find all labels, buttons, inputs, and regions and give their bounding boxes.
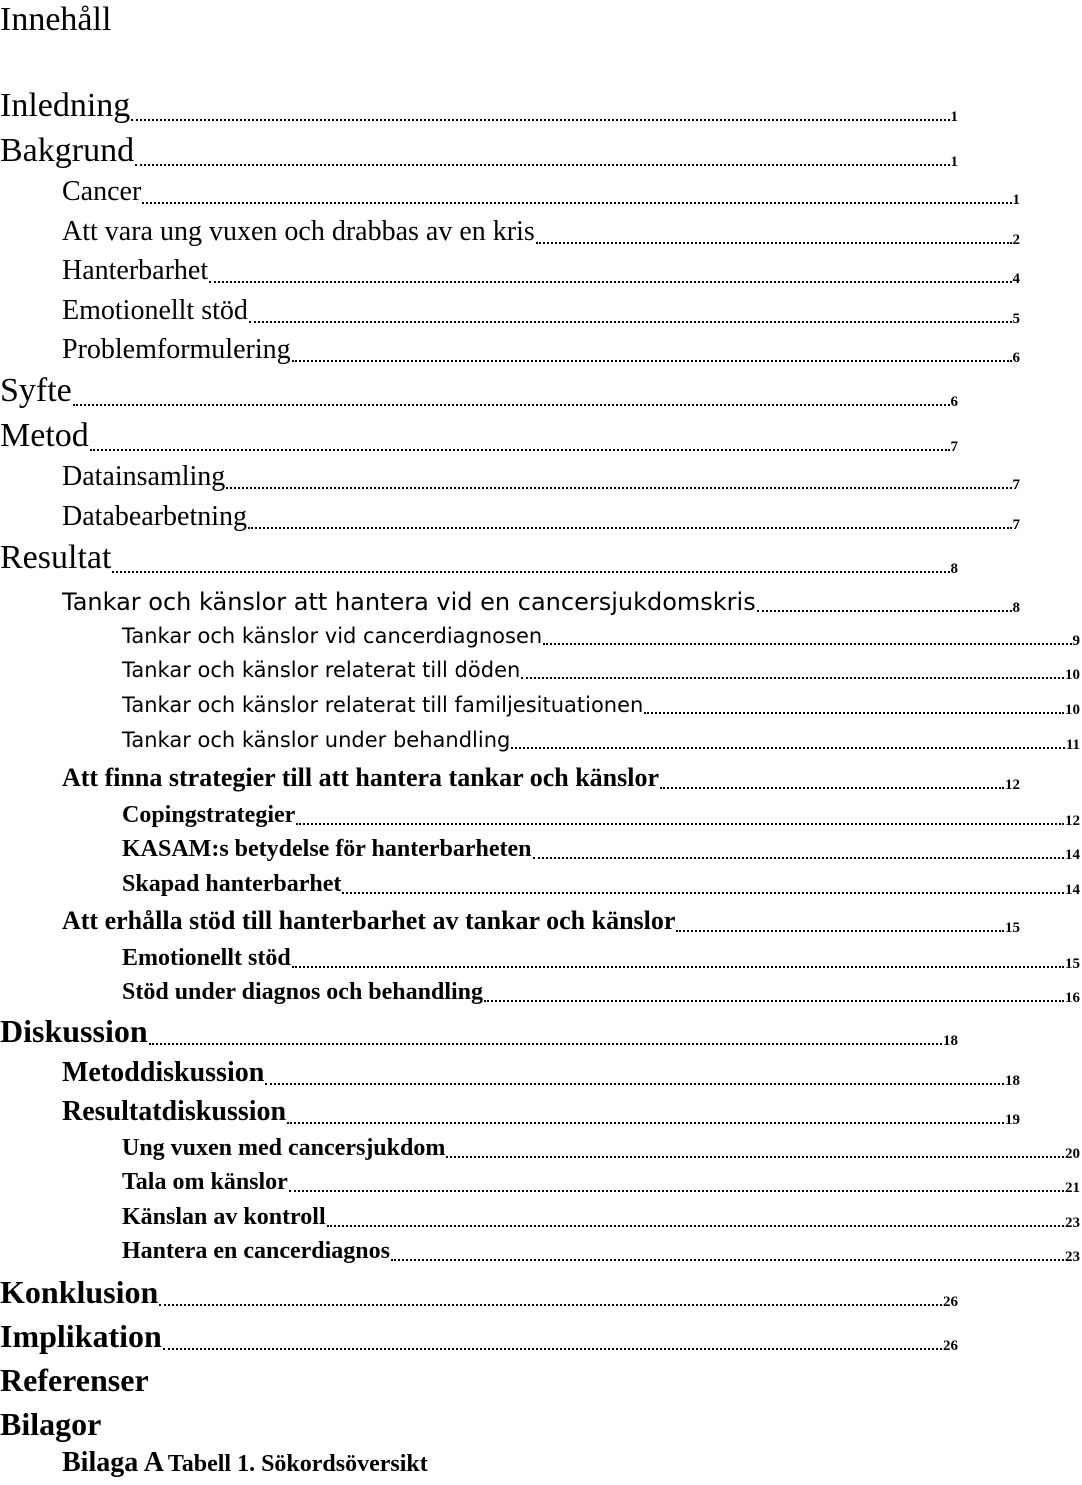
dot-leader [292, 360, 1012, 362]
toc-page-number: 18 [943, 1033, 958, 1049]
dot-leader [149, 1043, 942, 1045]
dot-leader [131, 119, 949, 121]
toc-page-number: 14 [1065, 847, 1080, 863]
dot-leader [142, 202, 1011, 204]
toc-entry-problemformulering[interactable] [0, 333, 1022, 367]
toc-entry-text: Problemformulering [62, 334, 291, 365]
toc-entry-text: Att vara ung vuxen och drabbas av en kris [62, 216, 535, 247]
toc-entry-text: Cancer [62, 176, 142, 207]
toc-entry-hantera-cancerdiagnos[interactable] [0, 1236, 1082, 1266]
toc-entry-tankar-doden[interactable] [0, 657, 1082, 684]
toc-entry-bakgrund[interactable] [0, 131, 960, 171]
toc-page-number: 18 [1005, 1073, 1020, 1089]
toc-entry-kasam[interactable] [0, 834, 1082, 864]
toc-entry-text: Metoddiskussion [62, 1057, 265, 1088]
toc-page-number: 15 [1005, 920, 1020, 936]
dot-leader [73, 404, 950, 406]
toc-page-number: 19 [1005, 1112, 1020, 1128]
toc-page-number: 9 [1072, 633, 1080, 649]
toc-entry-stod-diagnos[interactable] [0, 977, 1082, 1007]
toc-entry-text: Hantera en cancerdiagnos [122, 1238, 390, 1264]
toc-page-number: 8 [1012, 600, 1020, 616]
dot-leader [533, 857, 1064, 859]
toc-page-number: 5 [1012, 311, 1020, 327]
dot-leader [209, 281, 1011, 283]
toc-entry-text: Resultatdiskussion [62, 1096, 287, 1127]
toc-entry-ung-vuxen-kris[interactable] [0, 215, 1022, 249]
toc-entry-ung-vuxen-cancer[interactable] [0, 1133, 1082, 1163]
toc-entry-text: Databearbetning [62, 501, 248, 532]
toc-entry-text: Känslan av kontroll [122, 1204, 326, 1230]
toc-page-number: 1 [950, 109, 958, 125]
dot-leader [543, 643, 1071, 645]
dot-leader [90, 449, 950, 451]
toc-entry-resultatdiskussion[interactable] [0, 1095, 1022, 1129]
toc-page-number: 8 [950, 561, 958, 577]
toc-entry-datainsamling[interactable] [0, 460, 1022, 494]
dot-leader [163, 1348, 942, 1350]
dot-leader [757, 610, 1012, 612]
toc-page-number: 7 [950, 439, 958, 455]
toc-entry-text: Referenser [0, 1362, 149, 1398]
appendix-title: Tabell 1. Sökordsöversikt [167, 1451, 428, 1477]
dot-leader [159, 1304, 942, 1306]
toc-page-number: 16 [1065, 990, 1080, 1006]
toc-entry-text: Att erhålla stöd till hanterbarhet av tankar och känslor [62, 906, 676, 935]
toc-page-number: 7 [1012, 477, 1020, 493]
toc-entry-text: Syfte [0, 372, 72, 409]
toc-entry-text: Hanterbarhet [62, 255, 209, 286]
toc-page-number: 12 [1005, 777, 1020, 793]
toc-entry-resultat[interactable] [0, 538, 960, 578]
toc-entry-text: Tankar och känslor att hantera vid en cancersjukdomskris [62, 588, 756, 616]
toc-entry-text: Emotionellt stöd [122, 945, 291, 971]
toc-entry-tankar-kris[interactable] [0, 587, 1022, 617]
toc-entry-text: Konklusion [0, 1274, 159, 1310]
toc-entry-text: Tankar och känslor relaterat till familjesituationen [122, 693, 644, 717]
toc-page-number: 21 [1065, 1180, 1080, 1196]
toc-entry-implikation[interactable] [0, 1317, 960, 1355]
toc-entry-tala-om-kanslor[interactable] [0, 1167, 1082, 1197]
toc-page-number: 6 [1012, 350, 1020, 366]
toc-entry-text: Stöd under diagnos och behandling [122, 979, 484, 1005]
toc-entry-skapad-hanterbarhet[interactable] [0, 869, 1082, 899]
toc-entry-bilaga-a[interactable] [62, 1447, 428, 1479]
toc-entry-text: Metod [0, 417, 89, 454]
toc-entry-emotionellt-stod[interactable] [0, 294, 1022, 328]
toc-page-number: 14 [1065, 882, 1080, 898]
toc-entry-text: Bakgrund [0, 132, 135, 169]
toc-page-number: 23 [1065, 1215, 1080, 1231]
toc-entry-text: Diskussion [0, 1013, 148, 1049]
toc-entry-text: Tankar och känslor vid cancerdiagnosen [122, 624, 543, 648]
toc-entry-text: Tankar och känslor under behandling [122, 728, 511, 752]
toc-page-number: 1 [950, 154, 958, 170]
dot-leader [292, 966, 1064, 968]
toc-entry-inledning[interactable] [0, 86, 960, 126]
dot-leader [676, 930, 1004, 932]
dot-leader [249, 321, 1012, 323]
dot-leader [296, 823, 1064, 825]
toc-entry-text: KASAM:s betydelse för hanterbarheten [122, 836, 532, 862]
toc-entry-metod[interactable] [0, 416, 960, 456]
toc-entry-text: Skapad hanterbarhet [122, 871, 342, 897]
toc-entry-hanterbarhet[interactable] [0, 254, 1022, 288]
toc-entry-text: Inledning [0, 87, 131, 124]
dot-leader [484, 1000, 1064, 1002]
toc-entry-tankar-diagnosen[interactable] [0, 623, 1082, 650]
toc-entry-metoddiskussion[interactable] [0, 1056, 1022, 1090]
toc-page-number: 10 [1065, 702, 1080, 718]
toc-entry-diskussion[interactable] [0, 1012, 960, 1050]
dot-leader [112, 571, 949, 573]
dot-leader [265, 1083, 1004, 1085]
toc-page-number: 2 [1012, 232, 1020, 248]
toc-entry-text: Resultat [0, 539, 112, 576]
dot-leader [248, 527, 1011, 529]
toc-entry-text: Implikation [0, 1318, 162, 1354]
toc-page-number: 26 [943, 1338, 958, 1354]
toc-entry-text: Copingstrategier [122, 802, 296, 828]
toc-page-number: 6 [950, 394, 958, 410]
toc-entry-kanslan-kontroll[interactable] [0, 1202, 1082, 1232]
toc-entry-text: Att finna strategier till att hantera tankar och känslor [62, 763, 659, 792]
dot-leader [391, 1259, 1064, 1261]
toc-entry-emotionellt-stod-2[interactable] [0, 943, 1082, 973]
toc-page-number: 10 [1065, 667, 1080, 683]
dot-leader [511, 747, 1064, 749]
toc-heading: Innehåll [0, 1, 112, 38]
toc-page-number: 7 [1012, 517, 1020, 533]
dot-leader [342, 892, 1064, 894]
toc-entry-tankar-familj[interactable] [0, 692, 1082, 719]
toc-entry-erhalla-stod[interactable] [0, 905, 1022, 937]
dot-leader [446, 1156, 1064, 1158]
toc-entry-text: Tankar och känslor relaterat till döden [122, 658, 521, 682]
dot-leader [226, 487, 1011, 489]
toc-page-number: 26 [943, 1294, 958, 1310]
toc-page-number: 4 [1012, 271, 1020, 287]
toc-entry-strategier[interactable] [0, 762, 1022, 794]
toc-page-number: 20 [1065, 1146, 1080, 1162]
toc-entry-bilagor[interactable] [0, 1405, 960, 1443]
toc-entry-copingstrategier[interactable] [0, 800, 1082, 830]
toc-entry-referenser[interactable] [0, 1361, 960, 1399]
dot-leader [135, 164, 949, 166]
toc-entry-databearbetning[interactable] [0, 500, 1022, 534]
toc-page-number: 1 [1012, 192, 1020, 208]
toc-page-number: 11 [1065, 737, 1080, 753]
dot-leader [289, 1190, 1064, 1192]
toc-entry-tankar-behandling[interactable] [0, 727, 1082, 754]
toc-entry-cancer[interactable] [0, 175, 1022, 209]
toc-entry-text: Bilagor [0, 1406, 102, 1442]
toc-entry-text: Ung vuxen med cancersjukdom [122, 1135, 446, 1161]
dot-leader [536, 242, 1012, 244]
toc-entry-syfte[interactable] [0, 371, 960, 411]
dot-leader [521, 677, 1064, 679]
toc-entry-text: Datainsamling [62, 461, 226, 492]
toc-page-number: 23 [1065, 1249, 1080, 1265]
toc-page-number: 15 [1065, 956, 1080, 972]
toc-entry-text: Tala om känslor [122, 1169, 288, 1195]
toc-entry-konklusion[interactable] [0, 1273, 960, 1311]
appendix-label: Bilaga A [62, 1447, 164, 1478]
dot-leader [327, 1225, 1064, 1227]
dot-leader [287, 1122, 1004, 1124]
dot-leader [644, 712, 1064, 714]
toc-page-number: 12 [1065, 813, 1080, 829]
dot-leader [660, 787, 1004, 789]
toc-entry-text: Emotionellt stöd [62, 295, 248, 326]
